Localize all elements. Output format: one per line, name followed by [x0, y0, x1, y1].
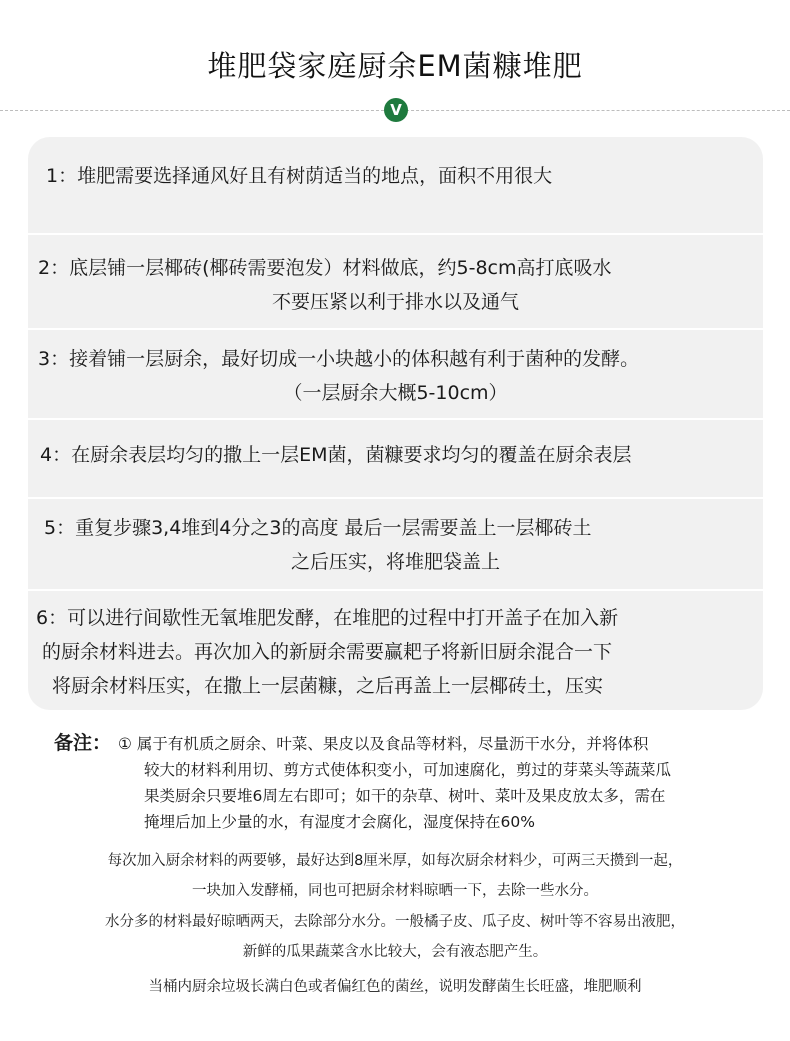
page-title: 堆肥袋家庭厨余EM菌糠堆肥 — [207, 49, 583, 83]
step-2-line-1: 2：底层铺一层椰砖(椰砖需要泡发）材料做底，约5-8cm高打底吸水 — [38, 257, 612, 279]
step-1 — [28, 137, 763, 235]
note-line-3: 果类厨余只要堆6周左右即可；如干的杂草、树叶、菜叶及果皮放太多，需在 — [144, 787, 666, 805]
steps-panel — [28, 137, 763, 710]
step-6-line-1: 6：可以进行间歇性无氧堆肥发酵，在堆肥的过程中打开盖子在加入新 — [36, 607, 619, 629]
step-6 — [28, 591, 763, 710]
step-4-line-1: 4：在厨余表层均匀的撒上一层EM菌，菌糠要求均匀的覆盖在厨余表层 — [40, 444, 632, 466]
check-v-badge-icon: V — [384, 98, 408, 122]
step-5 — [28, 499, 763, 591]
note-line-1: ① 属于有机质之厨余、叶菜、果皮以及食品等材料，尽量沥干水分，并将体积 — [118, 735, 649, 753]
note-line-4: 掩埋后加上少量的水，有湿度才会腐化，湿度保持在60% — [144, 813, 535, 831]
extra-note-1: 每次加入厨余材料的两要够，最好达到8厘米厚，如每次厨余材料少，可两三天攒到一起， — [107, 853, 683, 869]
step-1-line-1: 1：堆肥需要选择通风好且有树荫适当的地点，面积不用很大 — [46, 165, 553, 187]
notes-label: 备注： — [54, 732, 112, 754]
notes-body — [118, 731, 778, 835]
step-6-line-3: 将厨余材料压实，在撒上一层菌糠，之后再盖上一层椰砖土，压实 — [52, 675, 604, 697]
step-3 — [28, 330, 763, 420]
step-3-line-1: 3：接着铺一层厨余，最好切成一小块越小的体积越有利于菌种的发酵。 — [38, 348, 640, 370]
extra-note-4: 新鲜的瓜果蔬菜含水比较大，会有液态肥产生。 — [242, 944, 548, 960]
step-3-line-2: （一层厨余大概5-10cm） — [283, 382, 508, 404]
step-5-line-1: 5：重复步骤3,4堆到4分之3的高度 最后一层需要盖上一层椰砖土 — [44, 517, 592, 539]
extra-note-3: 水分多的材料最好晾晒两天，去除部分水分。一般橘子皮、瓜子皮、树叶等不容易出液肥， — [105, 914, 685, 930]
extra-note-2: 一块加入发酵桶，同也可把厨余材料晾晒一下，去除一些水分。 — [192, 883, 598, 899]
step-2 — [28, 235, 763, 330]
step-4 — [28, 420, 763, 499]
note-line-2: 较大的材料利用切、剪方式使体积变小，可加速腐化，剪过的芽菜头等蔬菜瓜 — [144, 761, 672, 779]
step-5-line-2: 之后压实，将堆肥袋盖上 — [290, 551, 500, 573]
extra-note-5: 当桶内厨余垃圾长满白色或者偏红色的菌丝，说明发酵菌生长旺盛，堆肥顺利 — [148, 979, 642, 995]
step-6-line-2: 的厨余材料进去。再次加入的新厨余需要赢耙子将新旧厨余混合一下 — [42, 641, 613, 663]
step-2-line-2: 不要压紧以利于排水以及通气 — [271, 291, 519, 313]
